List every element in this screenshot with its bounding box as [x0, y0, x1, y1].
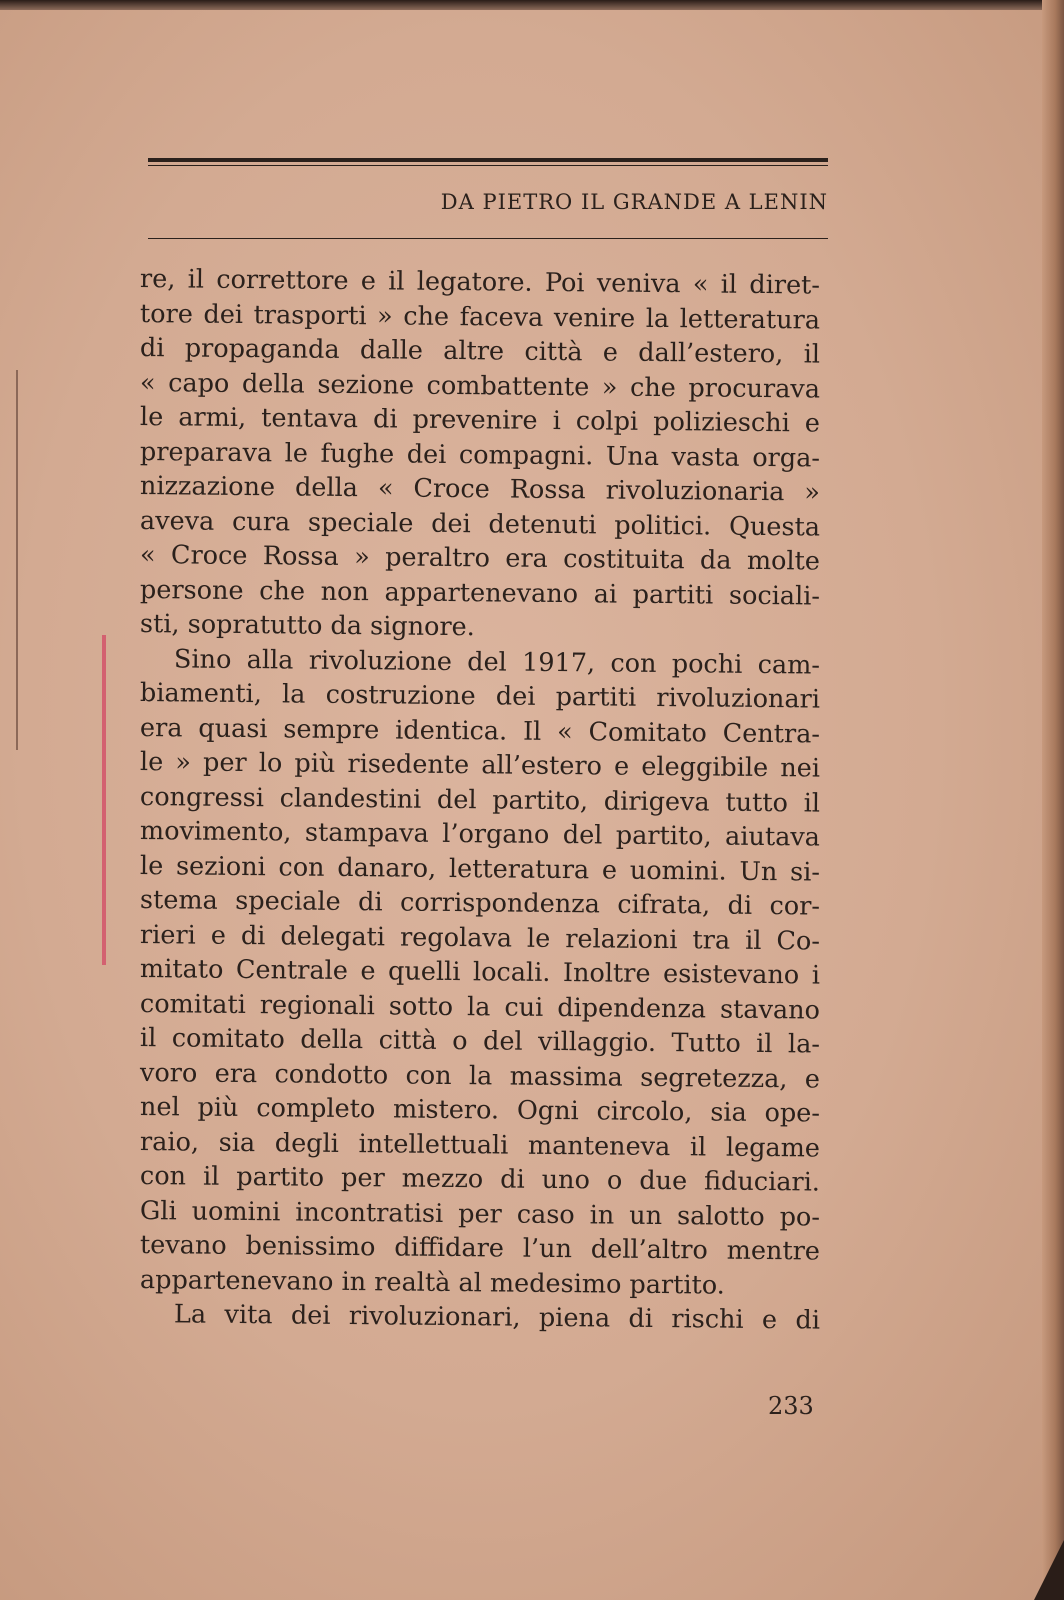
text-line: tore dei trasporti » che faceva venire la letteratura [139, 298, 821, 336]
text-line: persone che non appartenevano ai partiti sociali- [139, 574, 821, 612]
text-line: di propaganda dalle altre città e dall’estero, il [139, 333, 821, 370]
running-title: DA PIETRO IL GRANDE A LENIN [440, 190, 828, 214]
text-line: le » per lo più risedente all’estero e eleggibile nei [139, 747, 821, 784]
text-line: « Croce Rossa » peraltro era costituita da molte [139, 540, 821, 577]
text-line: tevano benissimo diffidare l’un dell’altro mentre [139, 1230, 821, 1267]
text-line: re, il correttore e il legatore. Poi veniva « il diret- [139, 264, 821, 301]
text-line: biamenti, la costruzione dei partiti rivoluzionari [139, 678, 821, 715]
text-line: con il partito per mezzo di uno o due fiduciari. [139, 1161, 821, 1198]
text-line: le sezioni con danaro, letteratura e uomini. Un si- [139, 850, 821, 888]
text-line: movimento, stampava l’organo del partito, aiutava [139, 816, 821, 853]
text-line: aveva cura speciale dei detenuti politici. Questa [139, 505, 821, 543]
page-number: 233 [768, 1392, 814, 1420]
text-line: voro era condotto con la massima segretezza, e [139, 1057, 821, 1095]
text-line: raio, sia degli intellettuali manteneva il legame [139, 1126, 821, 1164]
page-right-edge [1042, 0, 1064, 1600]
text-line: nel più completo mistero. Ogni circolo, sia ope- [139, 1092, 821, 1129]
red-margin-mark [102, 635, 106, 965]
text-line: comitati regionali sotto la cui dipendenza stavano [139, 988, 821, 1026]
page-top-edge [0, 0, 1064, 10]
text-line: Gli uomini incontratisi per caso in un salotto po- [139, 1195, 821, 1233]
text-line: « capo della sezione combattente » che procurava [139, 367, 821, 405]
header-rule-bottom [148, 238, 828, 239]
text-line: le armi, tentava di prevenire i colpi polizieschi e [139, 402, 821, 439]
header-rule-thick [148, 158, 828, 162]
text-line: nizzazione della « Croce Rossa rivoluzionaria » [139, 471, 821, 508]
text-line: congressi clandestini del partito, dirigeva tutto il [139, 781, 821, 819]
text-line: era quasi sempre identica. Il « Comitato Centra- [139, 712, 821, 750]
header-rule-thin [148, 165, 828, 166]
text-line: il comitato della città o del villaggio. Tutto il la- [139, 1023, 821, 1060]
text-line: sti, sopratutto da signore. [139, 609, 475, 643]
body-text [139, 262, 821, 1336]
text-line: La vita dei rivoluzionari, piena di rischi e di [173, 1299, 821, 1336]
binding-gutter [0, 370, 18, 750]
text-line: appartenevano in realtà al medesimo partito. [139, 1264, 725, 1301]
text-line: preparava le fughe dei compagni. Una vasta orga- [139, 436, 821, 474]
text-line: stema speciale di corrispondenza cifrata, di cor- [139, 885, 821, 922]
text-line: Sino alla rivoluzione del 1917, con pochi cam- [173, 643, 821, 681]
text-line: mitato Centrale e quelli locali. Inoltre esistevano i [139, 954, 821, 991]
running-header [148, 150, 828, 245]
text-line: rieri e di delegati regolava le relazioni tra il Co- [139, 919, 821, 957]
